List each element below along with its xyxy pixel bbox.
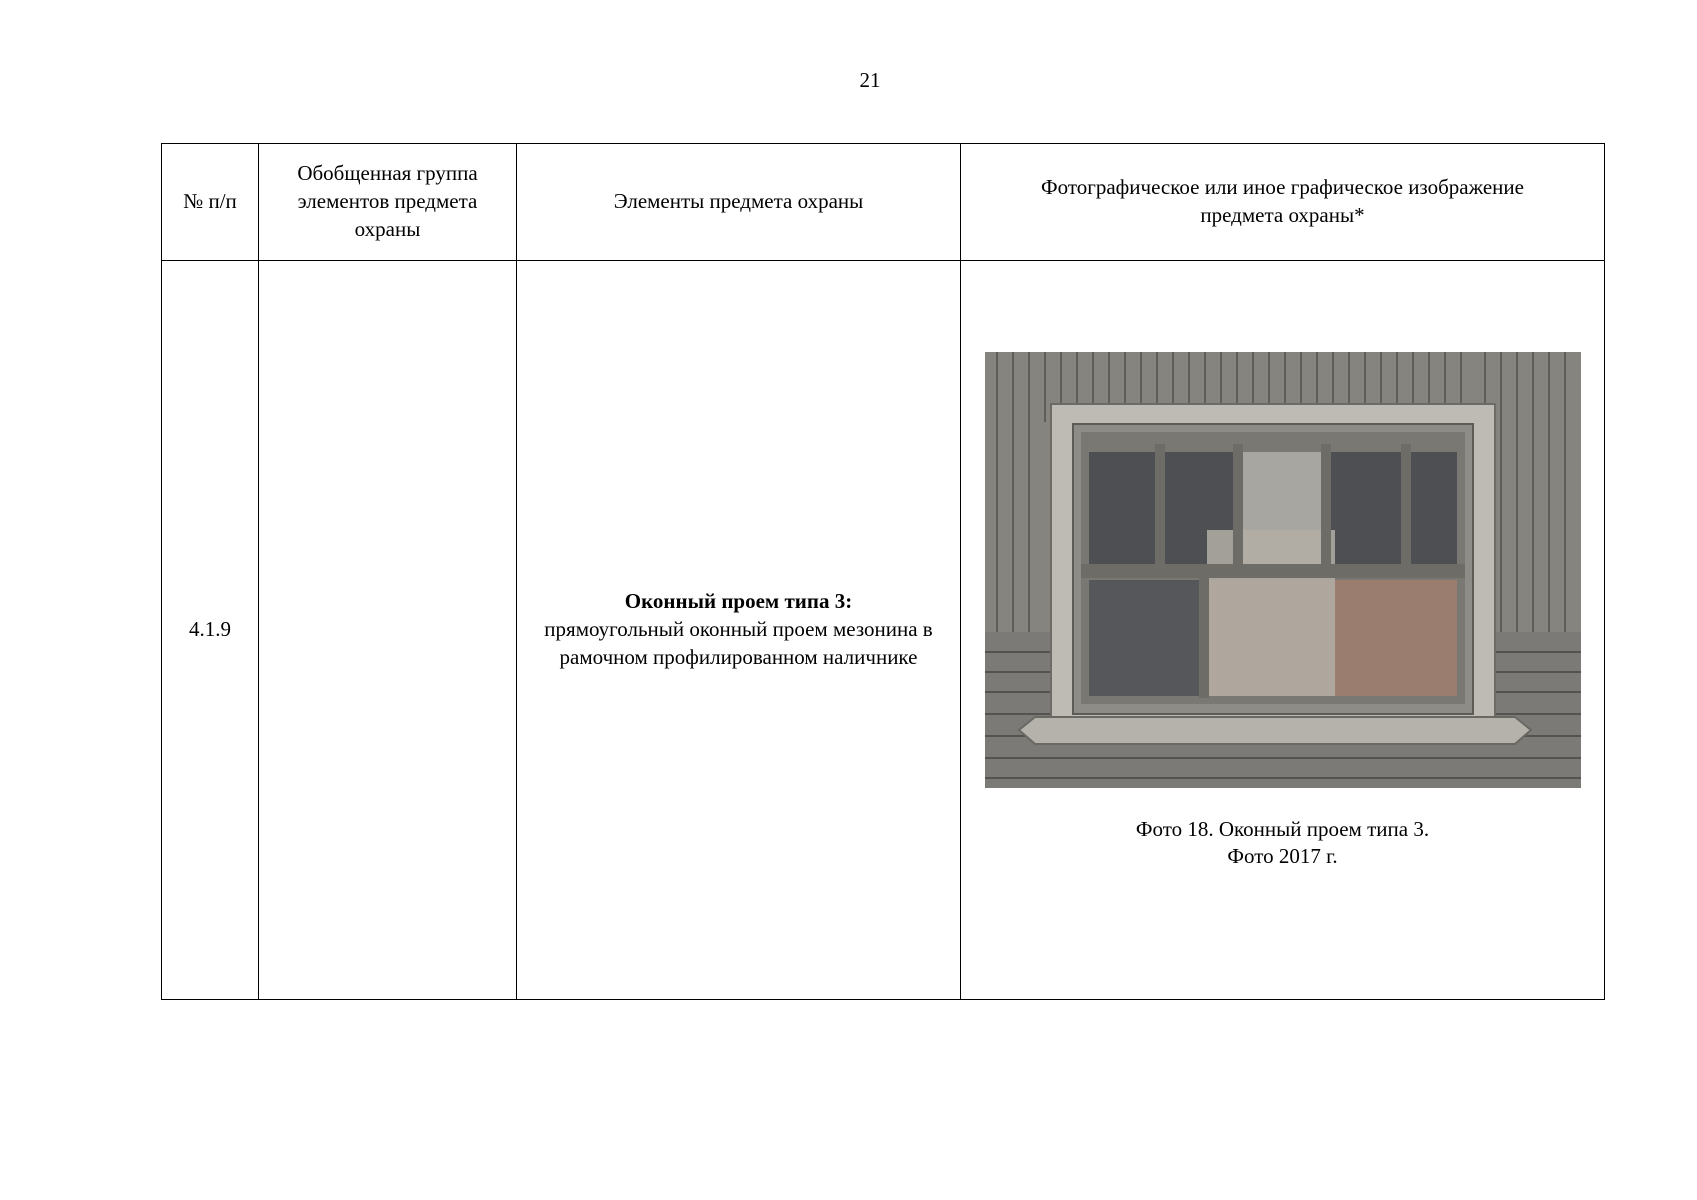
row-elements <box>517 261 961 1000</box>
row-number: 4.1.9 <box>162 261 259 1000</box>
window-photo <box>985 352 1581 788</box>
table-row <box>162 261 1605 1000</box>
table-header-row <box>162 144 1605 261</box>
row-group <box>259 261 517 1000</box>
page-number: 21 <box>859 68 881 92</box>
header-image: Фотографическое или иное графическое изображение предмета охраны* <box>961 144 1605 261</box>
photo-caption-line2: Фото 2017 г. <box>1227 844 1338 868</box>
element-title: Оконный проем типа 3: <box>624 589 853 614</box>
header-group: Обобщенная группа элементов предмета охраны <box>259 144 517 261</box>
photo-caption-line1: Фото 18. Оконный проем типа 3. <box>1135 816 1430 841</box>
header-elements: Элементы предмета охраны <box>517 144 961 261</box>
header-number: № п/п <box>162 144 259 261</box>
element-description: прямоугольный оконный проем мезонина в рамочном профилированном наличнике <box>544 617 933 669</box>
protection-table <box>161 143 1605 1000</box>
row-image-cell <box>961 261 1605 1000</box>
